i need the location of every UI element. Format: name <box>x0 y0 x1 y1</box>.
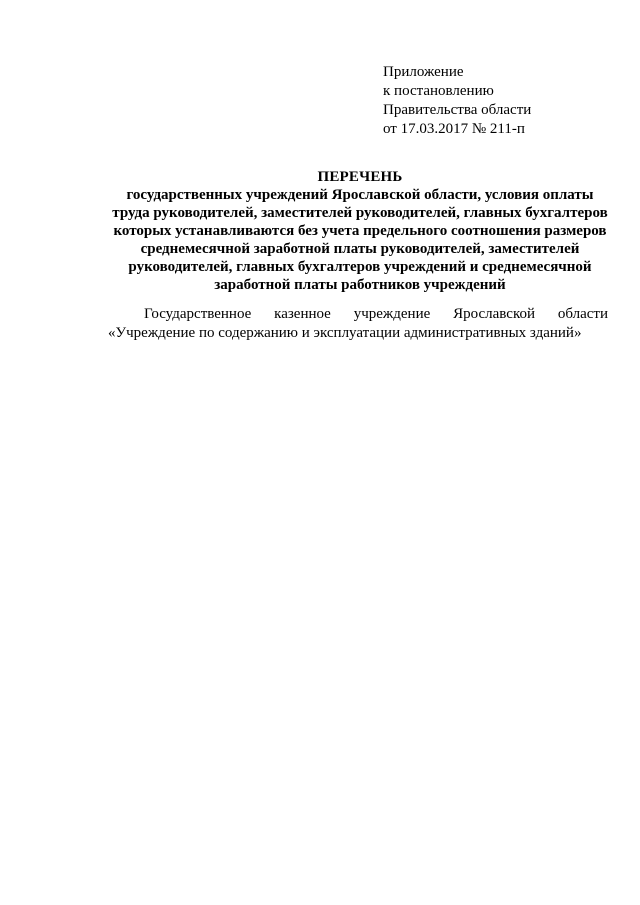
heading-line: заработной платы работников учреждений <box>214 277 506 293</box>
document-title: ПЕРЕЧЕНЬ <box>317 169 403 185</box>
heading-line: государственных учреждений Ярославской области, условия оплаты <box>126 187 594 203</box>
appendix-line: Правительства области <box>383 102 532 118</box>
institution-entry <box>108 305 608 343</box>
entry-word: Ярославской <box>453 306 535 322</box>
entry-word: учреждение <box>353 306 431 322</box>
institution-entry-first-line <box>108 305 608 324</box>
heading-line: руководителей, главных бухгалтеров учреждений и среднемесячной <box>128 259 592 275</box>
entry-word: Государственное <box>144 306 252 322</box>
heading-line: которых устанавливаются без учета предельного соотношения размеров <box>113 223 607 239</box>
institution-name: «Учреждение по содержанию и эксплуатации административных зданий» <box>108 325 582 341</box>
heading-line: среднемесячной заработной платы руководителей, заместителей <box>140 241 580 257</box>
entry-word: казенное <box>274 306 331 322</box>
appendix-line: к постановлению <box>383 83 494 99</box>
appendix-line: Приложение <box>383 64 464 80</box>
entry-word: области <box>557 306 608 322</box>
appendix-block <box>383 63 531 139</box>
heading-line: труда руководителей, заместителей руководителей, главных бухгалтеров <box>112 205 608 221</box>
document-heading <box>100 168 620 294</box>
appendix-date-line: от 17.03.2017 № 211-п <box>383 121 525 137</box>
